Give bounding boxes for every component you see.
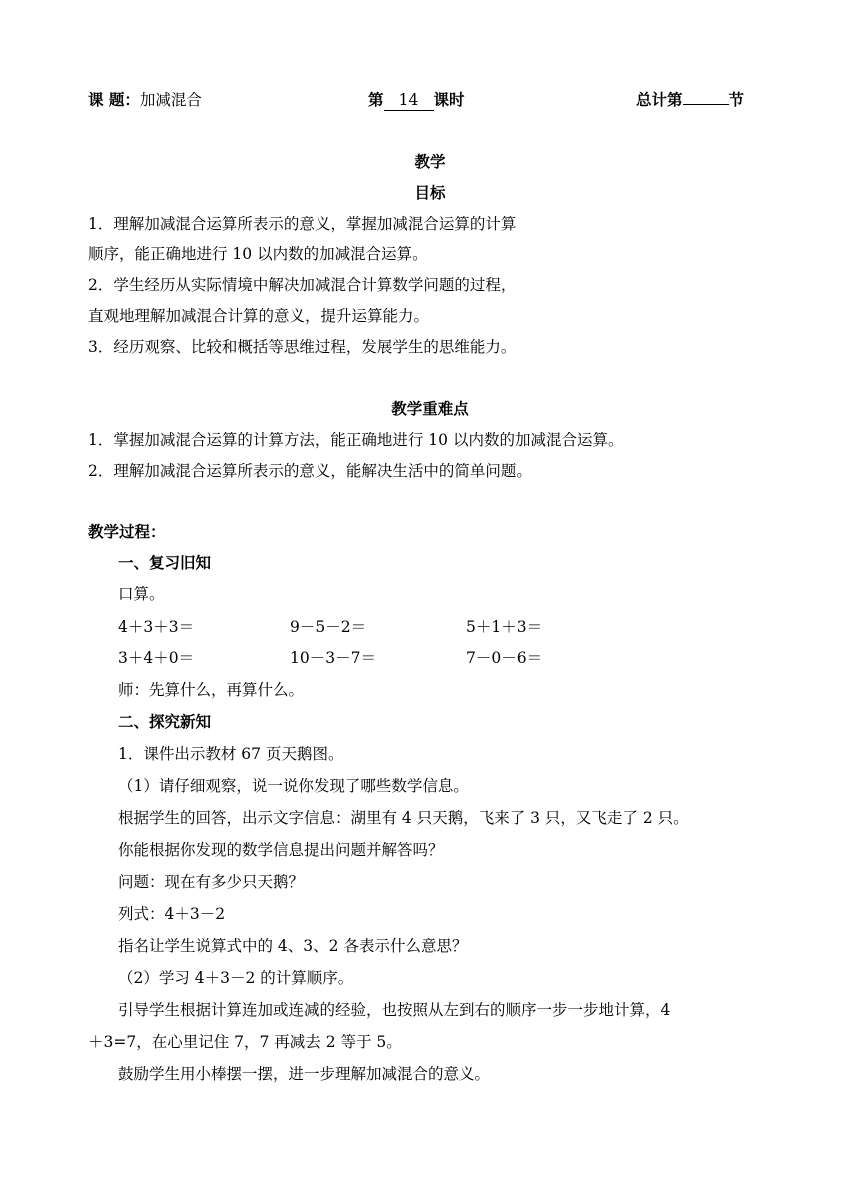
process-line: 问题：现在有多少只天鹅？ xyxy=(118,873,305,891)
process-line: 根据学生的回答，出示文字信息：湖里有 4 只天鹅，飞来了 3 只，又飞走了 2 只。 xyxy=(118,809,689,827)
objective-line: 2．学生经历从实际情境中解决加减混合计算数学问题的过程， xyxy=(88,276,517,294)
total-field xyxy=(636,89,744,111)
key-points-heading: 教学重难点 xyxy=(391,399,469,418)
process-heading: 教学过程： xyxy=(88,522,166,541)
period-prefix: 第 xyxy=(368,90,384,109)
total-number xyxy=(683,104,729,105)
process-line: 引导学生根据计算连加或连减的经验，也按照从左到右的顺序一步一步地计算，4 xyxy=(118,1001,671,1019)
exercise: 9－5－2＝ xyxy=(290,618,367,636)
period-field xyxy=(368,89,465,111)
total-suffix: 节 xyxy=(728,90,745,109)
objective-line: 直观地理解加减混合计算的意义，提升运算能力。 xyxy=(88,307,430,325)
key-point-line: 2．理解加减混合运算所表示的意义，能解决生活中的简单问题。 xyxy=(88,462,532,480)
topic-field xyxy=(88,89,202,111)
process-line: 鼓励学生用小棒摆一摆，进一步理解加减混合的意义。 xyxy=(118,1065,491,1083)
process-line: （1）请仔细观察，说一说你发现了哪些数学信息。 xyxy=(118,777,469,795)
objective-line: 3．经历观察、比较和概括等思维过程，发展学生的思维能力。 xyxy=(88,338,517,356)
period-suffix: 课时 xyxy=(433,90,465,109)
objectives-heading-1: 教学 xyxy=(414,152,446,171)
section-title-explore: 二、探究新知 xyxy=(118,712,212,731)
process-line: 1．课件出示教材 67 页天鹅图。 xyxy=(118,745,344,763)
objective-line: 顺序，能正确地进行 10 以内数的加减混合运算。 xyxy=(88,245,428,263)
process-line: 你能根据你发现的数学信息提出问题并解答吗？ xyxy=(118,841,444,859)
total-prefix: 总计第 xyxy=(636,90,683,109)
objective-line: 1．理解加减混合运算所表示的意义，掌握加减混合运算的计算 xyxy=(88,215,517,233)
oral-calc-intro: 口算。 xyxy=(118,585,165,603)
process-line: ＋3=7，在心里记住 7，7 再减去 2 等于 5。 xyxy=(88,1033,402,1051)
exercise: 3＋4＋0＝ xyxy=(118,649,195,667)
process-line: （2）学习 4＋3－2 的计算顺序。 xyxy=(118,969,354,987)
exercise: 4＋3＋3＝ xyxy=(118,618,195,636)
exercise: 7－0－6＝ xyxy=(466,649,543,667)
exercise: 5＋1＋3＝ xyxy=(466,618,543,636)
process-line: 指名让学生说算式中的 4、3、2 各表示什么意思？ xyxy=(118,937,468,955)
topic-value: 加减混合 xyxy=(139,91,202,109)
key-point-line: 1．掌握加减混合运算的计算方法，能正确地进行 10 以内数的加减混合运算。 xyxy=(88,431,624,449)
objectives-heading-2: 目标 xyxy=(414,183,446,202)
section-title-review: 一、复习旧知 xyxy=(118,553,212,572)
topic-label: 课 题： xyxy=(88,90,140,109)
exercise: 10－3－7＝ xyxy=(290,649,376,667)
process-line: 列式：4＋3－2 xyxy=(118,905,226,923)
teacher-question: 师：先算什么，再算什么。 xyxy=(118,681,305,699)
period-number: 14 xyxy=(384,90,434,111)
